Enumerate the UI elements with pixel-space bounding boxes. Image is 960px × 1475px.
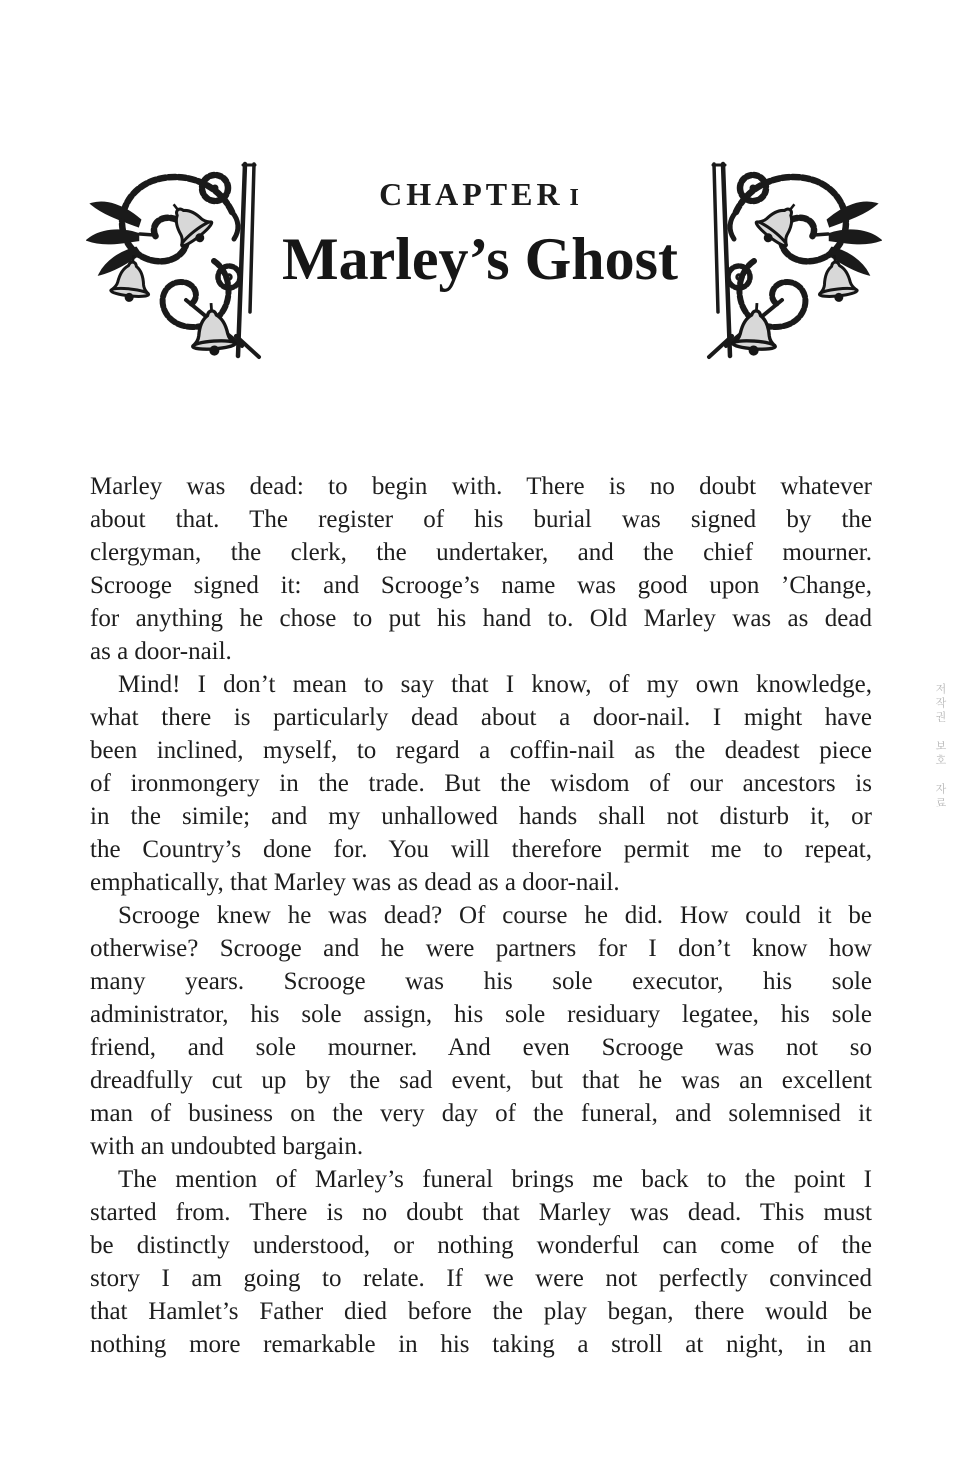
text-line: Mind! I don’t mean to say that I know, of my own knowledge, <box>118 671 872 698</box>
text-line: for anything he chose to put his hand to. Old Marley was as dead <box>90 605 872 632</box>
page-title: Marley’s Ghost <box>281 226 679 292</box>
text-line: as a door-nail. <box>90 638 232 665</box>
text-line: The mention of Marley’s funeral brings me back to the point I <box>118 1166 872 1193</box>
text-line: story I am going to relate. If we were not perfectly convinced <box>90 1265 872 1292</box>
chapter-heading <box>0 176 960 213</box>
text-line: about that. The register of his burial was signed by the <box>90 506 872 533</box>
text-line: that Hamlet’s Father died before the play began, there would be <box>90 1298 872 1325</box>
text-line: emphatically, that Marley was as dead as a door-nail. <box>90 869 620 896</box>
text-line: friend, and sole mourner. And even Scrooge was not so <box>90 1034 872 1061</box>
text-line: otherwise? Scrooge and he were partners for I don’t know how <box>90 935 872 962</box>
text-line: be distinctly understood, or nothing wonderful can come of the <box>90 1232 872 1259</box>
text-line: Marley was dead: to begin with. There is no doubt whatever <box>90 473 872 500</box>
text-line: been inclined, myself, to regard a coffin-nail as the deadest piece <box>90 737 872 764</box>
text-line: the Country’s done for. You will therefore permit me to repeat, <box>90 836 872 863</box>
text-line: many years. Scrooge was his sole executor, his sole <box>90 968 872 995</box>
text-line: administrator, his sole assign, his sole residuary legatee, his sole <box>90 1001 872 1028</box>
text-line: of ironmongery in the trade. But the wisdom of our ancestors is <box>90 770 872 797</box>
text-line: man of business on the very day of the funeral, and solemnised it <box>90 1100 872 1127</box>
text-line: in the simile; and my unhallowed hands shall not disturb it, or <box>90 803 872 830</box>
text-line: clergyman, the clerk, the undertaker, and the chief mourner. <box>90 539 872 566</box>
copyright-watermark: 저작권 보호 자료 <box>934 683 946 811</box>
text-line: dreadfully cut up by the sad event, but that he was an excellent <box>90 1067 872 1094</box>
text-line: what there is particularly dead about a door-nail. I might have <box>90 704 872 731</box>
chapter-numeral: I <box>569 185 581 211</box>
text-line: Scrooge signed it: and Scrooge’s name was good upon ’Change, <box>90 572 872 599</box>
text-line: started from. There is no doubt that Marley was dead. This must <box>90 1199 872 1226</box>
text-line: nothing more remarkable in his taking a stroll at night, in an <box>90 1331 872 1358</box>
text-line: with an undoubted bargain. <box>90 1133 364 1160</box>
text-line: Scrooge knew he was dead? Of course he did. How could it be <box>118 902 872 929</box>
chapter-word: CHAPTER <box>379 176 564 212</box>
body-text <box>90 470 872 1361</box>
